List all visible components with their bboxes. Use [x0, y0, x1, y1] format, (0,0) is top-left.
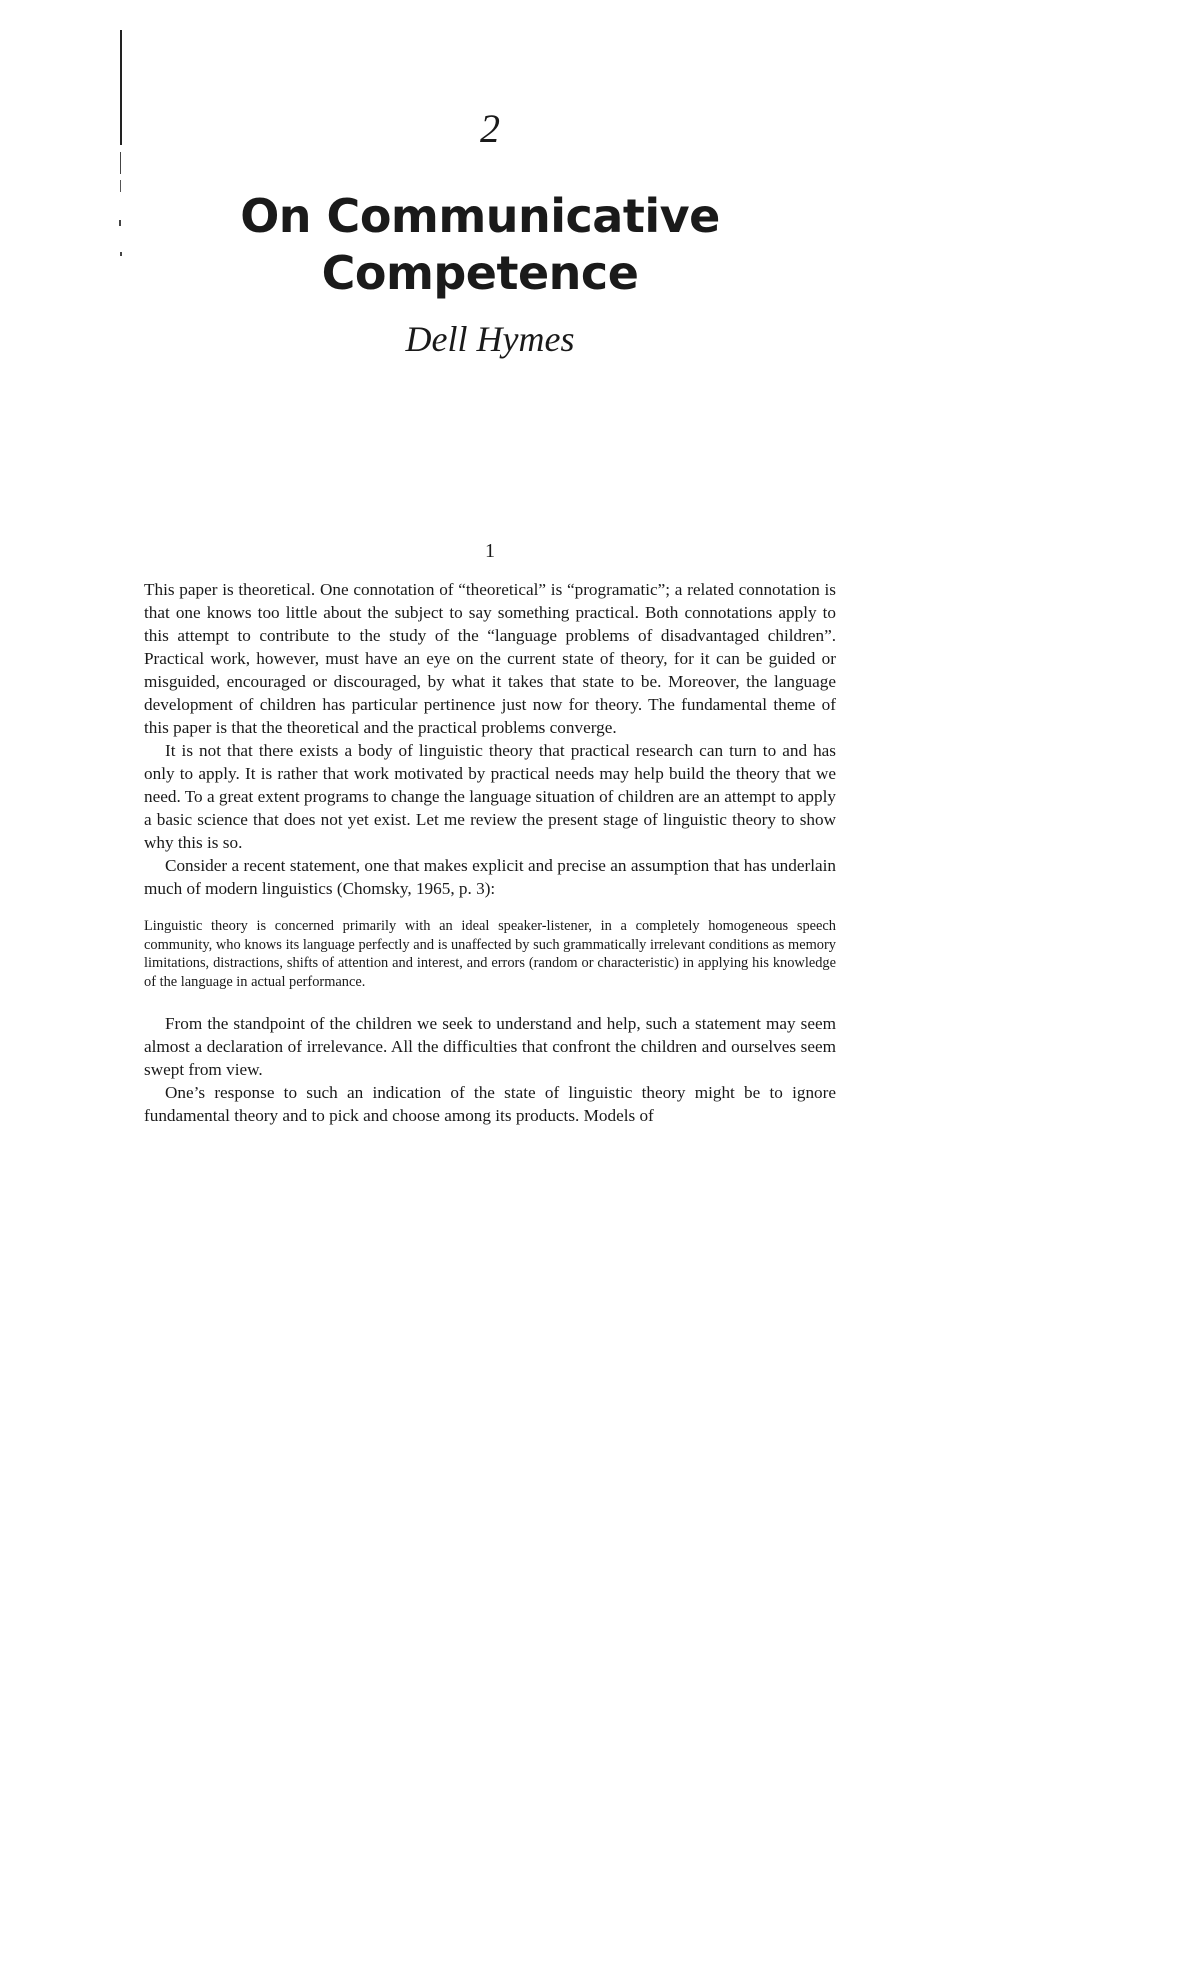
paragraph: One’s response to such an indication of the state of linguistic theory might be to ignore fundamental theory and to pick and choose among its products. Models of	[144, 1083, 836, 1125]
block-quote: Linguistic theory is concerned primarily with an ideal speaker-listener, in a completely homogeneous speech community, who knows its language perfectly and is unaffected by such grammatically irrelevant conditions as memory limitations, distractions, shifts of attention and interest, and errors (random or characteristic) in applying his knowledge of the language in actual performance.	[144, 918, 836, 990]
chapter-title: On Communicative Competence	[240, 189, 720, 300]
body-text	[144, 578, 836, 1127]
chapter-number: 2	[480, 106, 500, 151]
paragraph: From the standpoint of the children we seek to understand and help, such a statement may seem almost a declaration of irrelevance. All the difficulties that confront the children and ourselves seem swept from view.	[144, 1014, 836, 1079]
paragraph: It is not that there exists a body of linguistic theory that practical research can turn to and has only to apply. It is rather that work motivated by practical needs may help build the theory that we need. To a great extent programs to change the language situation of children are an attempt to apply a basic science that does not yet exist. Let me review the present stage of linguistic theory to show why this is so.	[144, 741, 836, 852]
paragraph: This paper is theoretical. One connotation of “theoretical” is “programatic”; a related connotation is that one knows too little about the subject to say something practical. Both connotations apply to this attempt to contribute to the study of the “language problems of disadvantaged children”. Practical work, however, must have an eye on the current state of theory, for it can be guided or misguided, encouraged or discouraged, by what it takes that state to be. Moreover, the language development of children has particular pertinence just now for theory. The fundamental theme of this paper is that the theoretical and the practical problems converge.	[144, 580, 836, 737]
paragraph: Consider a recent statement, one that makes explicit and precise an assumption that has underlain much of modern linguistics (Chomsky, 1965, p. 3):	[144, 856, 836, 898]
section-number: 1	[485, 540, 495, 562]
author-name: Dell Hymes	[405, 319, 575, 359]
